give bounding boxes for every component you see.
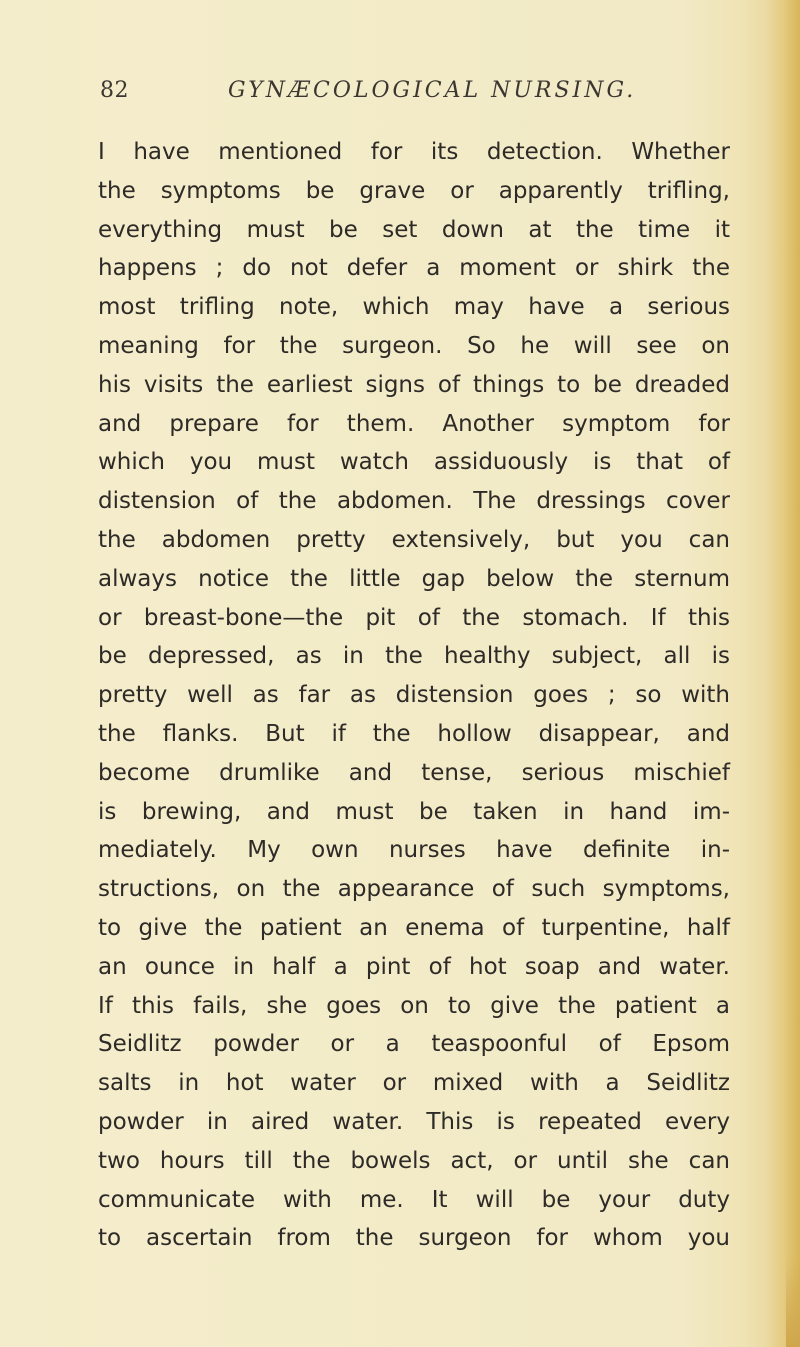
text-line: structions, on the appearance of such symptoms, — [98, 876, 730, 903]
page-number: 82 — [100, 78, 129, 103]
text-line: everything must be set down at the time it — [98, 216, 730, 243]
text-line: and prepare for them. Another symptom for — [98, 410, 730, 437]
text-line: always notice the little gap below the sternum — [98, 565, 730, 592]
text-line: most trifling note, which may have a serious — [98, 294, 730, 321]
page-edge-shadow — [766, 0, 800, 1347]
text-line: to ascertain from the surgeon for whom you — [98, 1225, 730, 1252]
body-text — [98, 133, 730, 1258]
text-line: mediately. My own nurses have definite in- — [98, 837, 730, 864]
text-line: happens ; do not defer a moment or shirk the — [98, 255, 730, 282]
text-line: which you must watch assiduously is that of — [98, 449, 730, 476]
text-line: meaning for the surgeon. So he will see on — [98, 332, 730, 359]
text-line: salts in hot water or mixed with a Seidlitz — [98, 1070, 730, 1097]
text-line: or breast-bone—the pit of the stomach. If this — [98, 604, 730, 631]
text-line: communicate with me. It will be your duty — [98, 1186, 730, 1213]
text-line: pretty well as far as distension goes ; so with — [98, 682, 730, 709]
text-line: distension of the abdomen. The dressings cover — [98, 488, 730, 515]
running-head: GYNÆCOLOGICAL NURSING. — [228, 78, 637, 103]
text-line: the symptoms be grave or apparently trifling, — [98, 177, 730, 204]
text-line: is brewing, and must be taken in hand im- — [98, 798, 730, 825]
text-line: be depressed, as in the healthy subject, all is — [98, 643, 730, 670]
text-line: two hours till the bowels act, or until she can — [98, 1147, 730, 1174]
text-line: become drumlike and tense, serious mischief — [98, 759, 730, 786]
text-line: the flanks. But if the hollow disappear, and — [98, 720, 730, 747]
page-edge-tab — [786, 1257, 800, 1347]
text-line: Seidlitz powder or a teaspoonful of Epsom — [98, 1031, 730, 1058]
text-line: to give the patient an enema of turpentine, half — [98, 914, 730, 941]
page-header — [100, 78, 720, 114]
text-line: I have mentioned for its detection. Whether — [98, 139, 730, 165]
text-line: the abdomen pretty extensively, but you can — [98, 526, 730, 553]
text-line: powder in aired water. This is repeated every — [98, 1108, 730, 1135]
text-line: an ounce in half a pint of hot soap and water. — [98, 953, 730, 980]
text-line: If this fails, she goes on to give the patient a — [98, 992, 730, 1019]
text-line: his visits the earliest signs of things to be dreaded — [98, 371, 730, 398]
